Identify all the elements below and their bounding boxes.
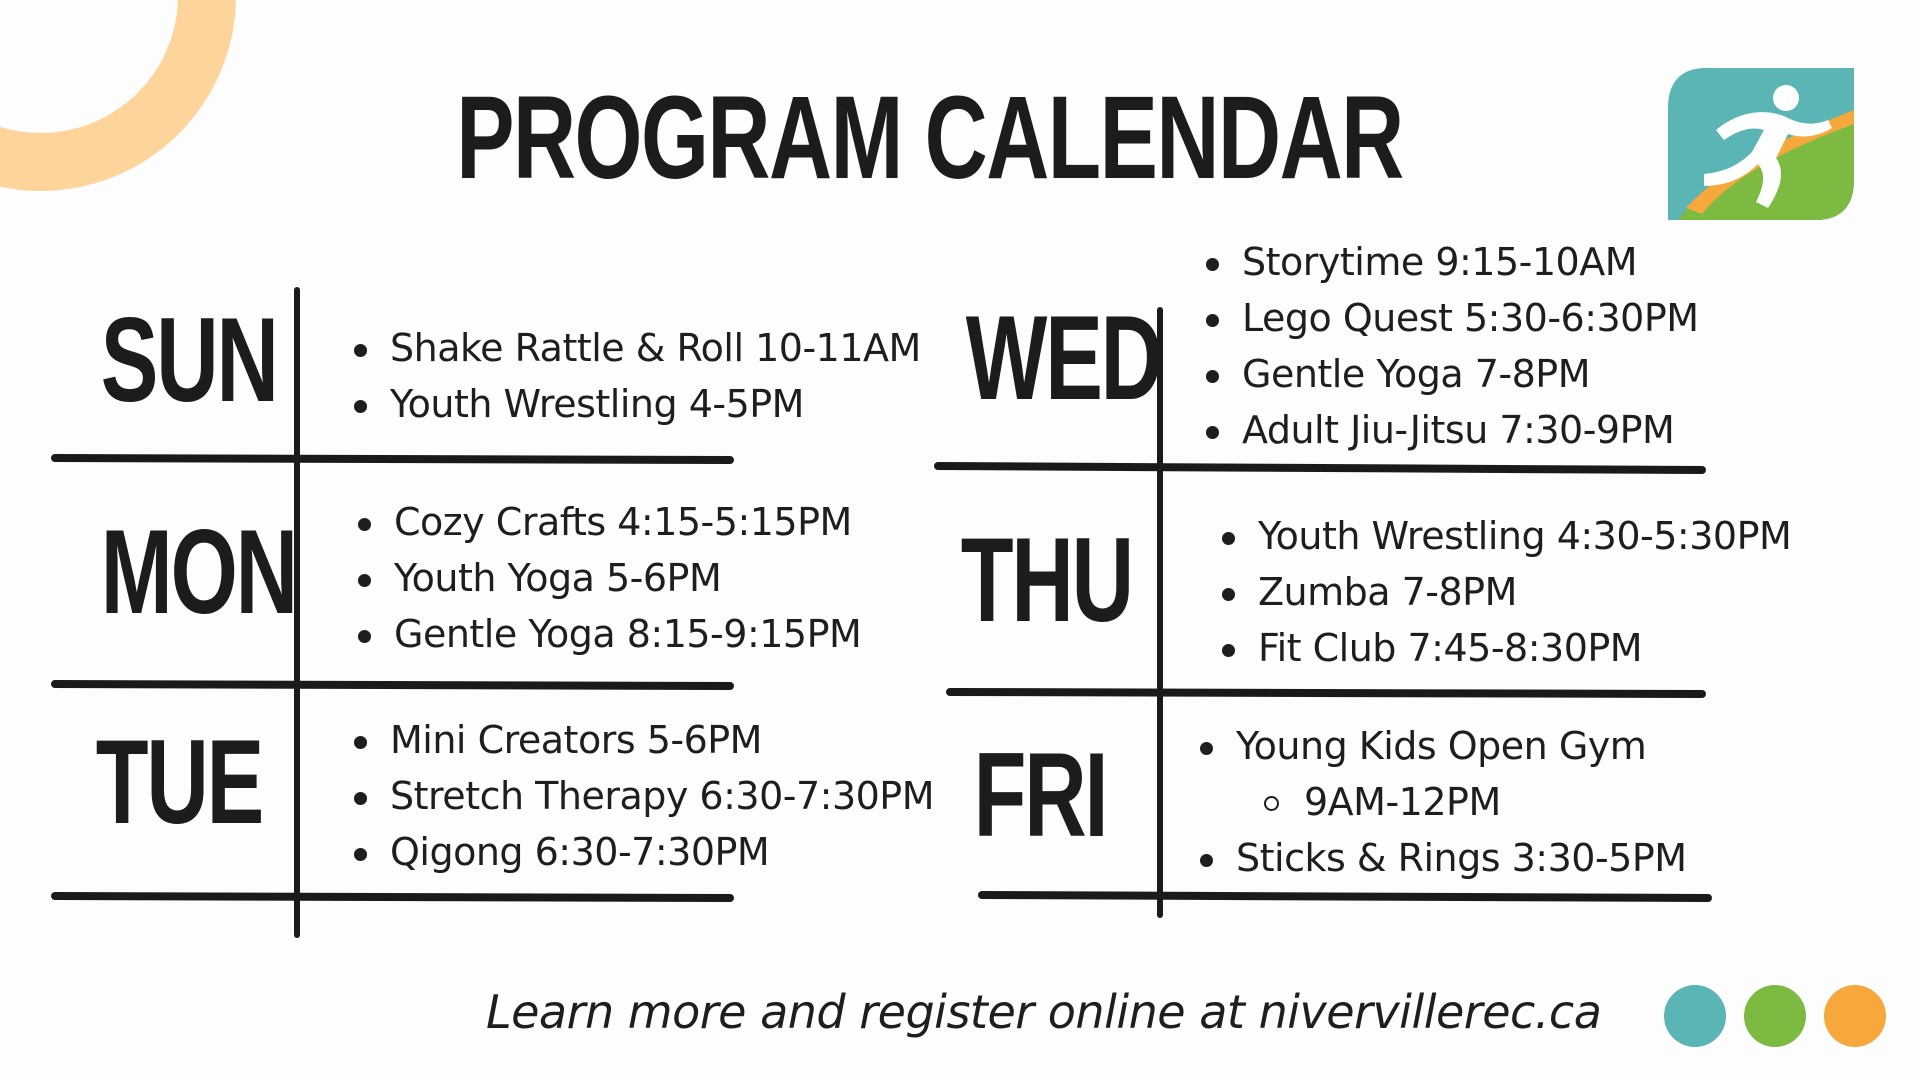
orange-dot xyxy=(1824,985,1886,1047)
sun-program-list xyxy=(354,320,921,432)
list-item: Youth Yoga 5-6PM xyxy=(358,550,861,606)
list-item: Zumba 7-8PM xyxy=(1222,564,1791,620)
list-item: Mini Creators 5-6PM xyxy=(354,712,934,768)
day-label-sun: SUN xyxy=(100,293,277,427)
day-label-tue: TUE xyxy=(95,715,263,849)
day-label-wed: WED xyxy=(965,291,1161,425)
wed-program-list xyxy=(1206,234,1699,458)
list-item: Storytime 9:15-10AM xyxy=(1206,234,1699,290)
list-item: Shake Rattle & Roll 10-11AM xyxy=(354,320,921,376)
list-item: Adult Jiu-Jitsu 7:30-9PM xyxy=(1206,402,1699,458)
page-title: PROGRAM CALENDAR xyxy=(456,72,1403,204)
day-label-thu: THU xyxy=(960,513,1132,647)
list-item: Youth Wrestling 4:30-5:30PM xyxy=(1222,508,1791,564)
day-label-mon: MON xyxy=(100,505,296,639)
footer-register-text: Learn more and register online at nivervillerec.ca xyxy=(486,985,1602,1039)
teal-dot xyxy=(1664,985,1726,1047)
list-item: Cozy Crafts 4:15-5:15PM xyxy=(358,494,861,550)
thu-program-list xyxy=(1222,508,1791,676)
list-item: Gentle Yoga 8:15-9:15PM xyxy=(358,606,861,662)
list-item: Qigong 6:30-7:30PM xyxy=(354,824,934,880)
list-item: Lego Quest 5:30-6:30PM xyxy=(1206,290,1699,346)
list-item: Stretch Therapy 6:30-7:30PM xyxy=(354,768,934,824)
mon-program-list xyxy=(358,494,861,662)
fri-program-list xyxy=(1200,718,1687,886)
tue-program-list xyxy=(354,712,934,880)
list-subitem: 9AM-12PM xyxy=(1200,774,1687,830)
list-item: Fit Club 7:45-8:30PM xyxy=(1222,620,1791,676)
list-item: Young Kids Open Gym xyxy=(1200,718,1687,774)
list-item: Gentle Yoga 7-8PM xyxy=(1206,346,1699,402)
day-label-fri: FRI xyxy=(973,728,1107,862)
green-dot xyxy=(1744,985,1806,1047)
list-item: Sticks & Rings 3:30-5PM xyxy=(1200,830,1687,886)
list-item: Youth Wrestling 4-5PM xyxy=(354,376,921,432)
